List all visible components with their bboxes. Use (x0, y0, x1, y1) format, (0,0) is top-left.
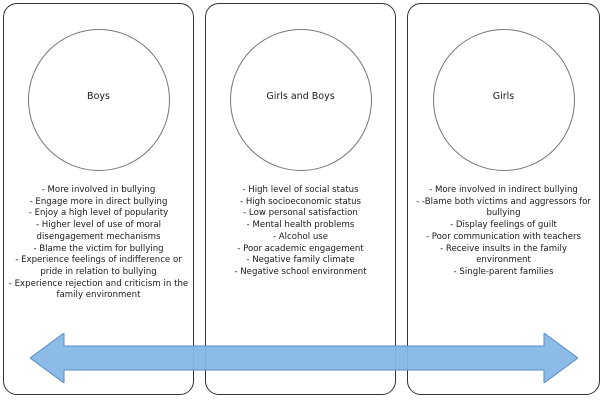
characteristics-list-girls-and-boys (210, 185, 391, 279)
list-item: - High socioeconomic status (239, 196, 362, 207)
list-item: - Single-parent families (453, 266, 554, 277)
list-item: - Negative school environment (234, 266, 367, 277)
panel-title-girls: Girls (492, 90, 515, 102)
list-item: - Enjoy a high level of popularity (28, 208, 169, 219)
circle-boys (28, 29, 170, 171)
panel-title-girls-and-boys: Girls and Boys (266, 90, 335, 102)
list-item: - Receive insults in the family environment (440, 243, 567, 266)
circle-girls (433, 29, 575, 171)
circle-girls-and-boys (230, 29, 372, 171)
panel-girls-and-boys (205, 3, 396, 395)
list-item: - Experience rejection and criticism in the family environment (8, 278, 189, 301)
panel-title-boys: Boys (87, 90, 110, 102)
list-item: - High level of social status (242, 185, 359, 195)
list-item: - Blame the victim for bullying (33, 243, 164, 254)
list-item: - Alcohol use (272, 231, 329, 242)
list-item: - Poor academic engagement (237, 243, 364, 254)
panel-girls (407, 3, 600, 395)
list-item: - More involved in indirect bullying (429, 185, 578, 195)
list-item: - Negative family climate (246, 255, 355, 266)
list-item: - Mental health problems (246, 220, 355, 231)
list-item: - Low personal satisfaction (243, 208, 358, 219)
list-item: - Engage more in direct bullying (29, 196, 168, 207)
list-item: - Higher level of use of moral disengagement mechanisms (35, 220, 162, 242)
list-item: - Experience feelings of indifference or pride in relation to bullying (15, 255, 182, 277)
list-item: - Poor communication with teachers (425, 231, 582, 242)
list-item: - More involved in bullying (41, 185, 156, 195)
list-item: - Display feelings of guilt (450, 220, 557, 231)
characteristics-list-boys (8, 185, 189, 302)
characteristics-list-girls (412, 185, 595, 279)
list-item: - -Blame both victims and aggressors for bullying (416, 196, 591, 219)
panel-boys (3, 3, 194, 395)
